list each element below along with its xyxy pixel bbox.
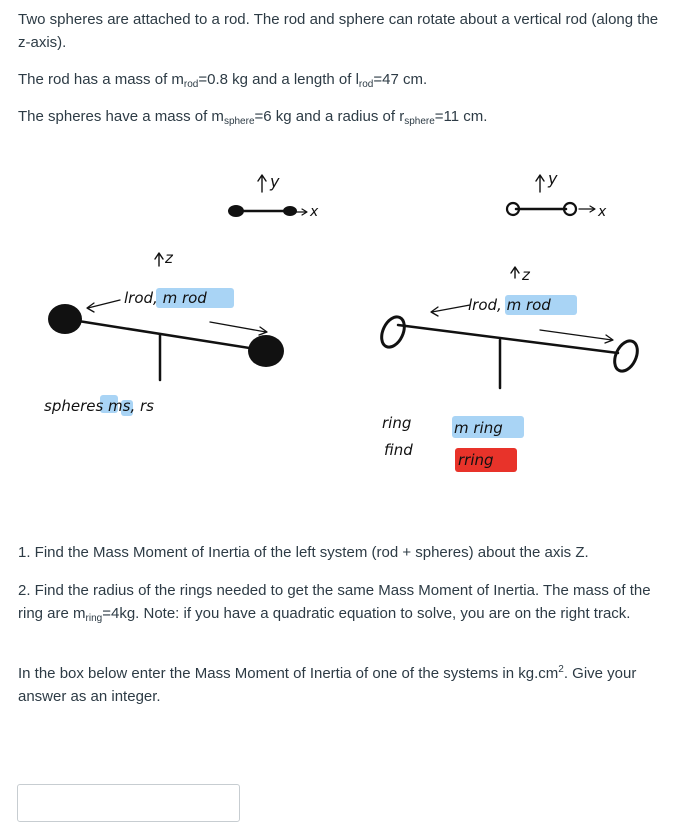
sphere-radius-text: =6 kg and a radius of r (254, 108, 405, 125)
sphere-mass-text: The spheres have a mass of m (18, 108, 224, 125)
left-axis-x: x (310, 204, 319, 220)
ring-radius-label: rring (458, 451, 494, 469)
rod-mass-text: The rod has a mass of m (18, 71, 184, 88)
right-axis-x: x (598, 204, 607, 220)
rod-parameters-paragraph (18, 68, 666, 91)
right-side-view (377, 267, 642, 388)
left-rod-label: lrod, m rod (124, 289, 207, 307)
right-axis-y: y (548, 169, 558, 188)
instructions-tail: . Give your answer as an integer. (18, 665, 637, 705)
left-axis-y: y (270, 172, 280, 191)
sphere-parameters-paragraph (18, 105, 666, 128)
top-left-sphere-b (283, 206, 297, 216)
right-sphere (248, 335, 284, 367)
rod-length-subscript: rod (358, 79, 374, 90)
question-2-note: =4kg. Note: if you have a quadratic equation to solve, you are on the right track. (102, 605, 631, 622)
question-1 (18, 541, 666, 564)
intro-paragraph (18, 8, 666, 54)
sphere-radius-subscript: sphere (404, 116, 435, 127)
find-label: find (384, 441, 413, 459)
question-1-text: 1. Find the Mass Moment of Inertia of the left system (rod + spheres) about the axis Z. (18, 544, 589, 561)
ring-mass-subscript: ring (85, 613, 103, 624)
ring-mass-label: m ring (454, 419, 503, 437)
question-2 (18, 579, 666, 625)
rod-length-text: =0.8 kg and a length of l (198, 71, 359, 88)
unit-superscript: 2 (558, 664, 564, 675)
top-left-sphere-a (228, 205, 244, 217)
rod-mass-subscript: rod (183, 79, 199, 90)
answer-input[interactable] (17, 784, 240, 822)
ring-label: ring (382, 414, 412, 432)
sphere-radius-value: =11 cm. (434, 108, 488, 125)
left-side-view (72, 253, 267, 380)
left-axis-z: z (165, 249, 173, 267)
instructions-text: In the box below enter the Mass Moment of Inertia of one of the systems in kg.cm (18, 665, 559, 682)
right-axis-z: z (522, 266, 530, 284)
left-sphere-label: spheres ms, rs (44, 397, 154, 415)
left-sphere (48, 304, 82, 334)
sphere-mass-subscript: sphere (223, 116, 255, 127)
right-rod-label: lrod, m rod (468, 296, 551, 314)
intro-text: Two spheres are attached to a rod. The rod and sphere can rotate about a vertical rod (along the z-axis). (18, 11, 659, 51)
question-2-text: 2. Find the radius of the rings needed to get the same Mass Moment of Inertia. The mass of the ring are m (18, 582, 651, 622)
answer-instructions (18, 662, 666, 708)
hand-drawn-figure (0, 150, 678, 510)
rod-length-value: =47 cm. (373, 71, 428, 88)
